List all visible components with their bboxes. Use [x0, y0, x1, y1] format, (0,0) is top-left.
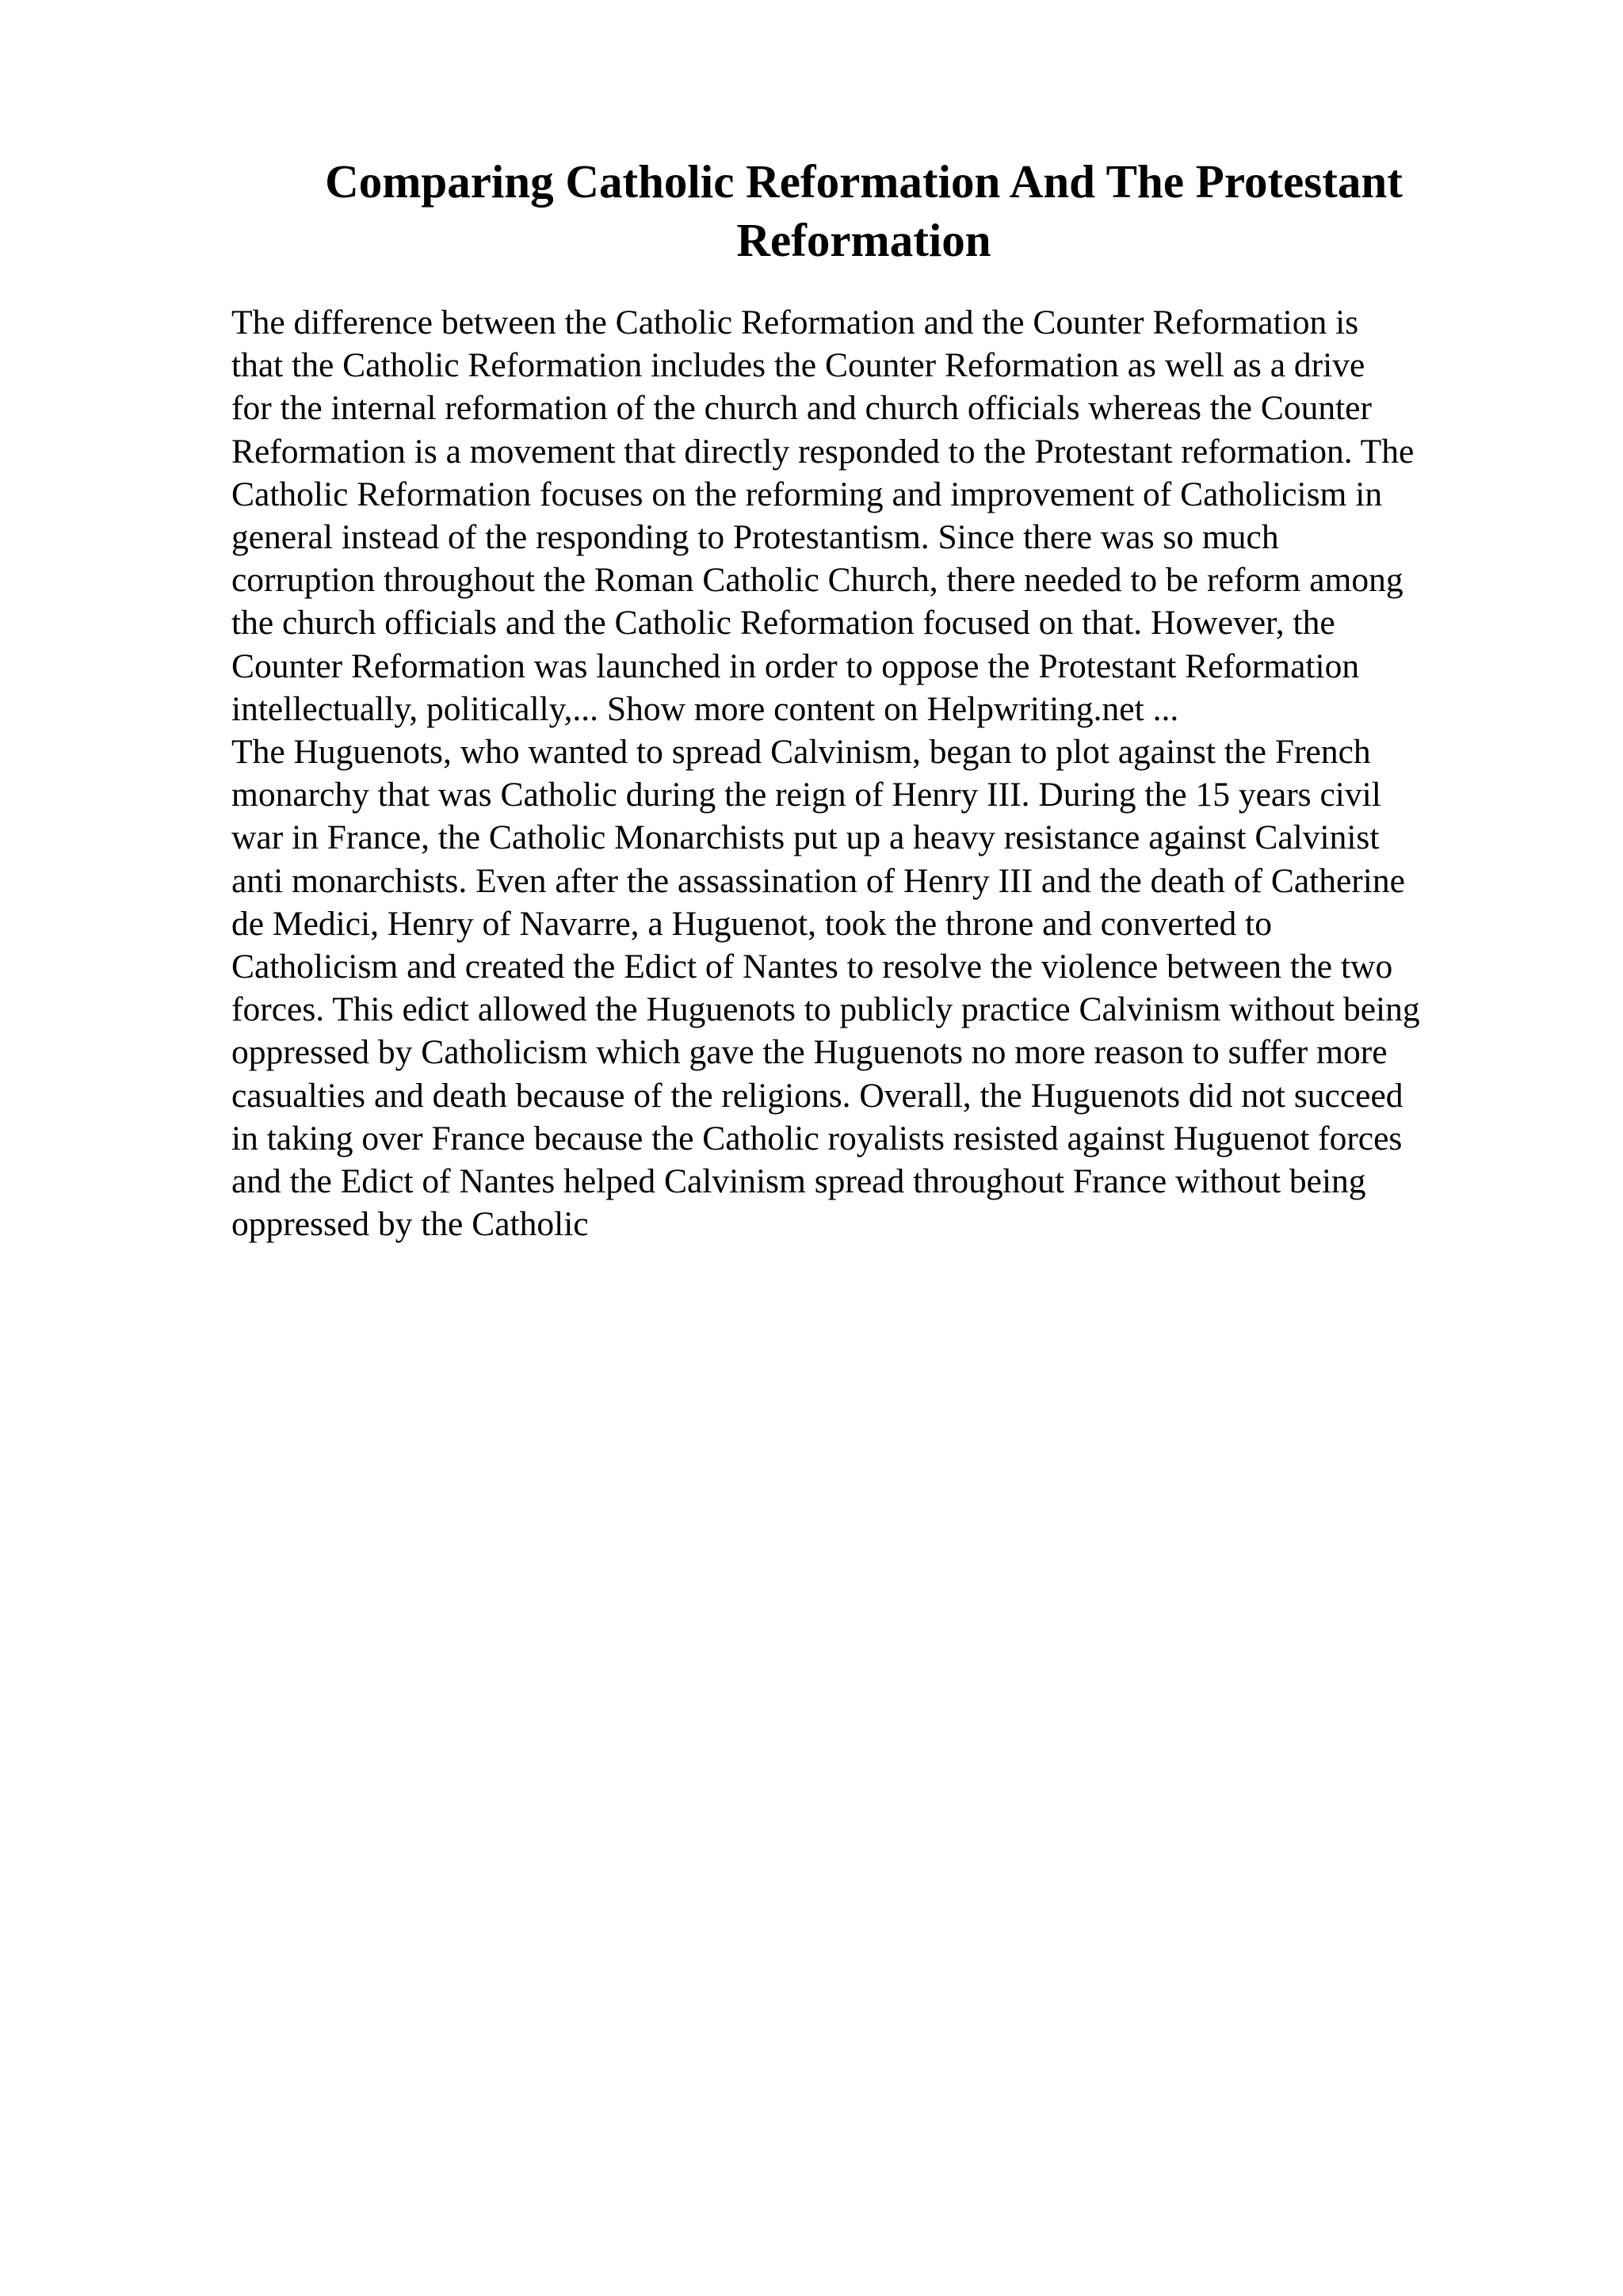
document-title: [230, 152, 1498, 269]
body-line: Catholicism and created the Edict of Nantes to resolve the violence between the two: [231, 948, 1393, 986]
title-line: Comparing Catholic Reformation And The Protestant: [325, 155, 1403, 208]
body-line: de Medici, Henry of Navarre, a Huguenot, took the throne and converted to: [231, 904, 1273, 943]
body-line: in taking over France because the Catholic royalists resisted against Huguenot forces: [231, 1119, 1403, 1158]
body-line: The Huguenots, who wanted to spread Calvinism, began to plot against the French: [231, 733, 1371, 772]
body-line: for the internal reformation of the church and church officials whereas the Counter: [231, 389, 1372, 428]
body-line: Counter Reformation was launched in order to oppose the Protestant Reformation: [231, 646, 1360, 685]
body-line: and the Edict of Nantes helped Calvinism spread throughout France without being: [231, 1162, 1366, 1201]
body-line: that the Catholic Reformation includes the Counter Reformation as well as a drive: [231, 346, 1365, 385]
body-line: The difference between the Catholic Reformation and the Counter Reformation is: [231, 303, 1359, 341]
body-line: monarchy that was Catholic during the reign of Henry III. During the 15 years civil: [231, 776, 1381, 814]
document-body: [231, 301, 1547, 1245]
body-line: the church officials and the Catholic Reformation focused on that. However, the: [231, 604, 1335, 643]
body-line: general instead of the responding to Protestantism. Since there was so much: [231, 518, 1279, 557]
body-line: forces. This edict allowed the Huguenots to publicly practice Calvinism without being: [231, 990, 1420, 1029]
body-line: oppressed by Catholicism which gave the Huguenots no more reason to suffer more: [231, 1033, 1388, 1072]
body-line: Reformation is a movement that directly responded to the Protestant reformation. The: [231, 432, 1415, 471]
body-line: war in France, the Catholic Monarchists put up a heavy resistance against Calvinist: [231, 818, 1380, 857]
body-line: Catholic Reformation focuses on the reforming and improvement of Catholicism in: [231, 475, 1383, 513]
body-line: casualties and death because of the religions. Overall, the Huguenots did not succeed: [231, 1076, 1403, 1115]
show-more-line: intellectually, politically,... Show more content on Helpwriting.net ...: [231, 689, 1179, 728]
body-line: anti monarchists. Even after the assassination of Henry III and the death of Catherine: [231, 861, 1405, 900]
title-line: Reformation: [736, 214, 991, 266]
body-line: oppressed by the Catholic: [231, 1205, 589, 1244]
body-line: corruption throughout the Roman Catholic Church, there needed to be reform among: [231, 561, 1403, 600]
